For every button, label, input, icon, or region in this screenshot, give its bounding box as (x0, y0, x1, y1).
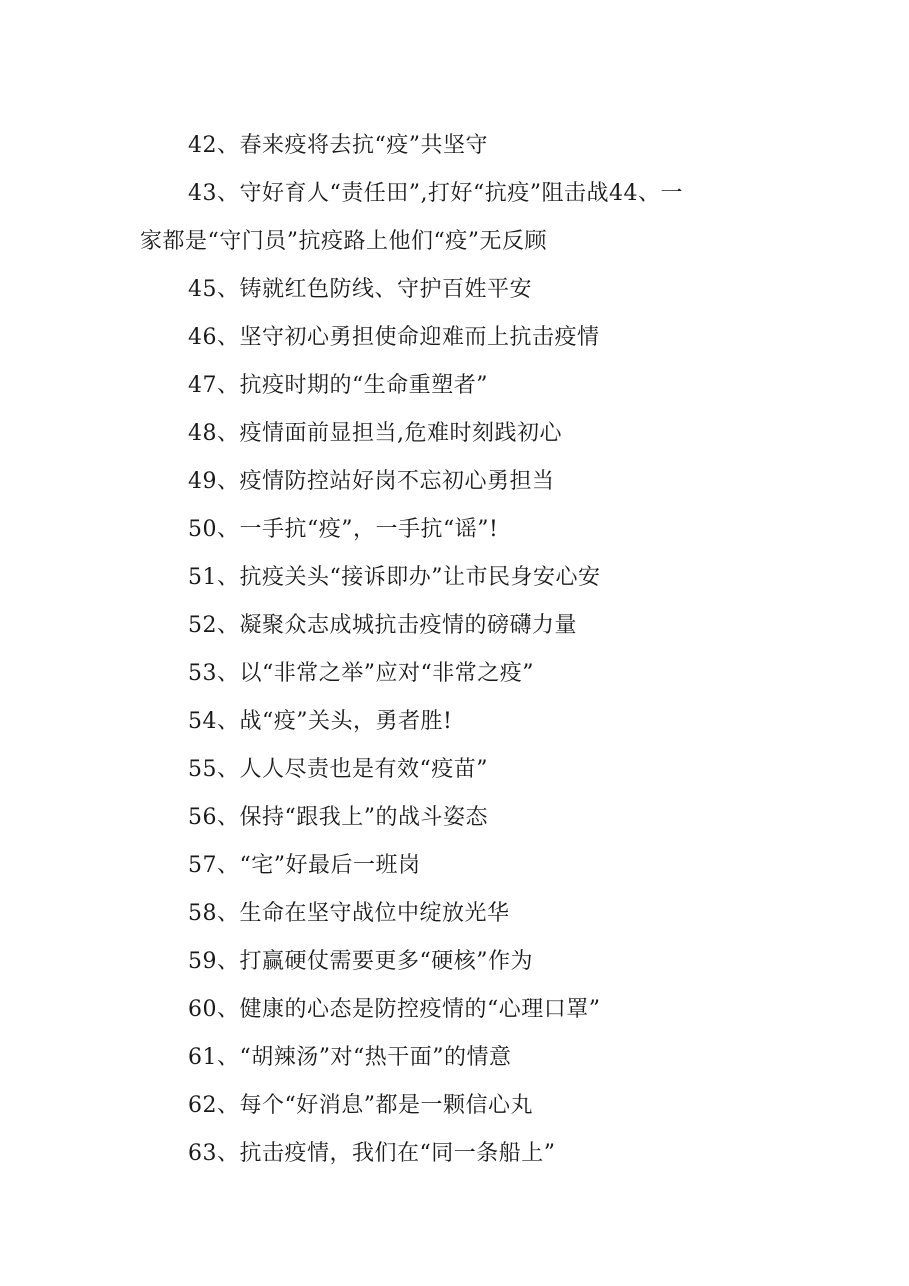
list-item: 52、凝聚众志成城抗击疫情的磅礴力量 (188, 613, 577, 638)
list-item: 54、战“疫”关头，勇者胜! (188, 709, 453, 734)
list-item: 53、以“非常之举”应对“非常之疫” (188, 661, 534, 686)
document-body (140, 122, 780, 1178)
list-item: 57、“宅”好最后一班岗 (188, 853, 421, 878)
list-item: 55、人人尽责也是有效“疫苗” (188, 757, 488, 782)
list-item: 47、抗疫时期的“生命重塑者” (188, 373, 488, 398)
list-item: 50、一手抗“疫”，一手抗“谣”! (188, 517, 499, 542)
list-item: 58、生命在坚守战位中绽放光华 (188, 901, 510, 926)
list-item: 43、守好育人“责任田”,打好“抗疫”阻击战44、一 (188, 181, 683, 206)
list-item: 51、抗疫关头“接诉即办”让市民身安心安 (188, 565, 601, 590)
list-item: 49、疫情防控站好岗不忘初心勇担当 (188, 469, 555, 494)
list-item: 61、“胡辣汤”对“热干面”的情意 (188, 1045, 512, 1070)
list-item: 48、疫情面前显担当,危难时刻践初心 (188, 421, 562, 446)
list-item: 46、坚守初心勇担使命迎难而上抗击疫情 (188, 325, 600, 350)
list-item: 60、健康的心态是防控疫情的“心理口罩” (188, 997, 601, 1022)
list-item: 42、春来疫将去抗“疫”共坚守 (188, 133, 488, 158)
list-item-continuation: 家都是“守门员”抗疫路上他们“疫”无反顾 (140, 229, 547, 254)
list-item: 59、打赢硬仗需要更多“硬核”作为 (188, 949, 533, 974)
list-item: 62、每个“好消息”都是一颗信心丸 (188, 1093, 533, 1118)
list-item: 56、保持“跟我上”的战斗姿态 (188, 805, 488, 830)
list-item: 63、抗击疫情，我们在“同一条船上” (188, 1141, 556, 1166)
list-item: 45、铸就红色防线、守护百姓平安 (188, 277, 532, 302)
